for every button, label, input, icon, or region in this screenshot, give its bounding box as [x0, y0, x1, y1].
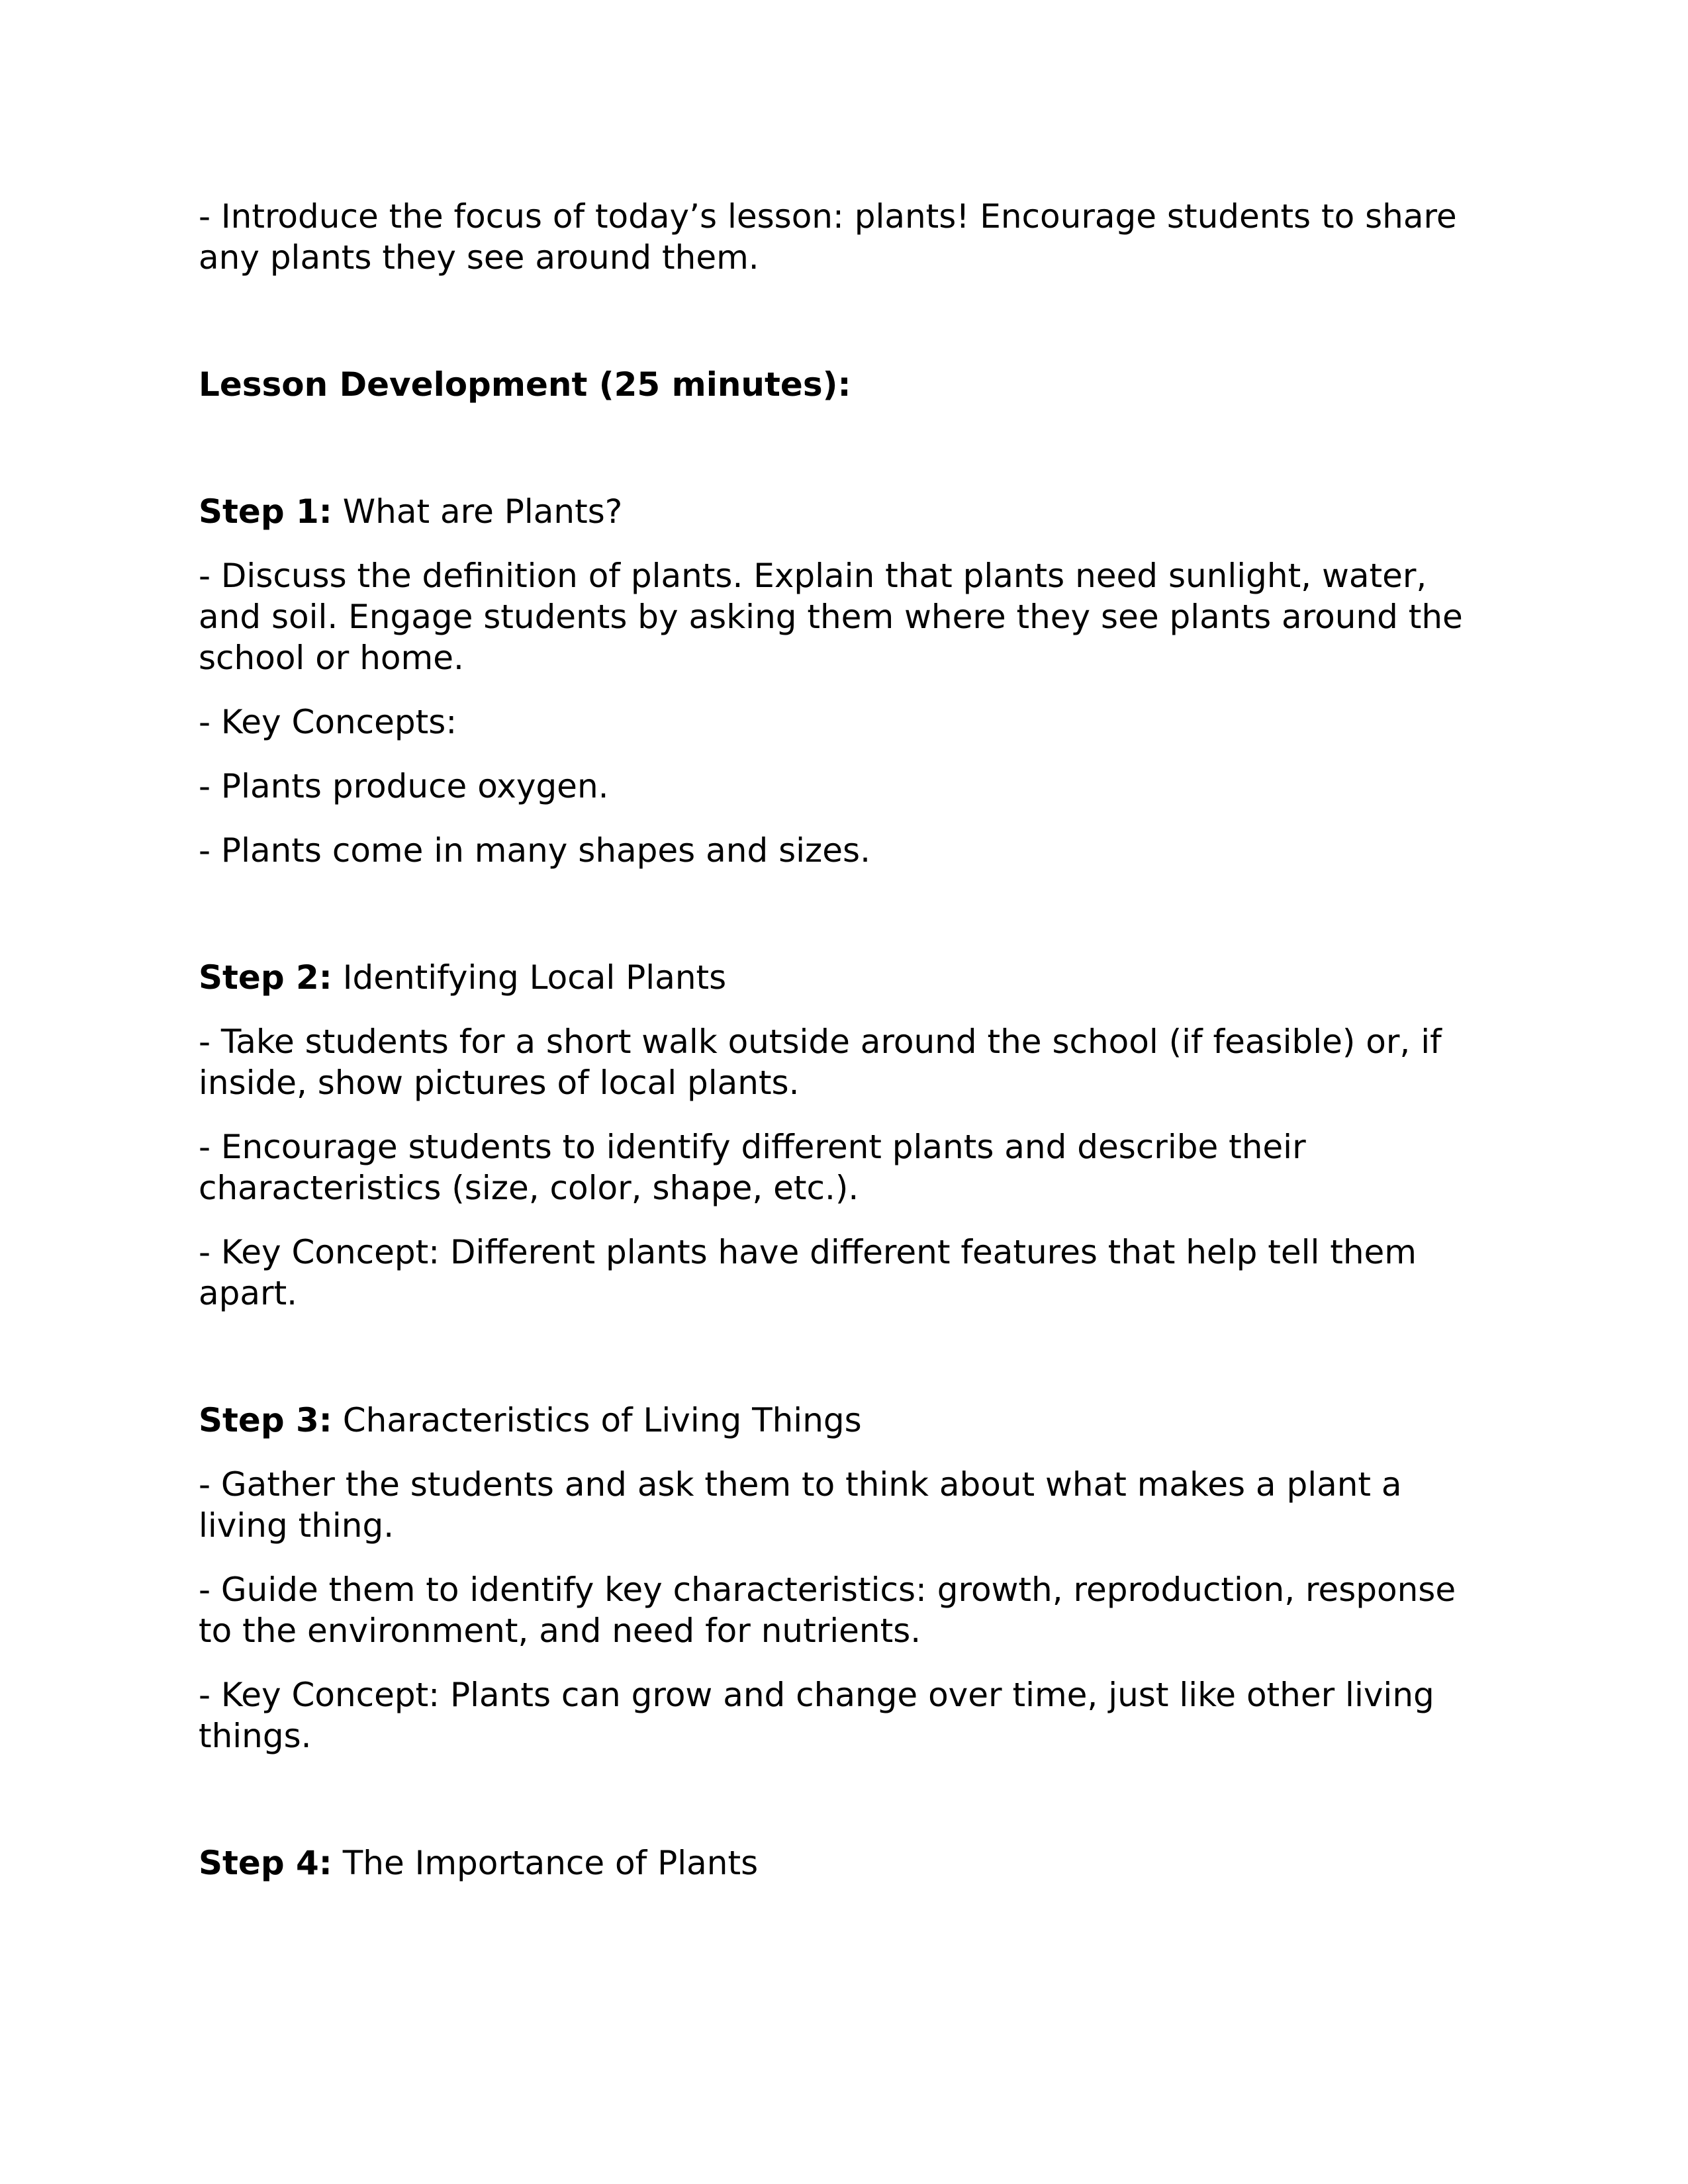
step-3-item: - Gather the students and ask them to think about what makes a plant a living thing. [199, 1465, 1402, 1545]
step-3-item: - Guide them to identify key characteristics: growth, reproduction, response to the environment, and need for nutrients. [199, 1570, 1456, 1650]
step-1-item: - Key Concepts: [199, 703, 457, 741]
step-3-item: - Key Concept: Plants can grow and change over time, just like other living things. [199, 1676, 1434, 1755]
step-4-heading [199, 1843, 1496, 1884]
step-1-label: Step 1: [199, 492, 332, 531]
lesson-development-heading: Lesson Development (25 minutes): [199, 365, 851, 404]
step-1-item: - Plants produce oxygen. [199, 767, 609, 805]
step-2-item: - Take students for a short walk outside around the school (if feasible) or, if inside, show pictures of local plants. [199, 1023, 1442, 1102]
step-3-label: Step 3: [199, 1401, 332, 1439]
intro-paragraph: - Introduce the focus of today’s lesson: plants! Encourage students to share any plants they see around them. [199, 197, 1457, 277]
step-2-item: - Encourage students to identify different plants and describe their characteristics (size, color, shape, etc.). [199, 1128, 1306, 1207]
step-1-item: - Plants come in many shapes and sizes. [199, 831, 870, 870]
step-2-heading [199, 957, 1496, 998]
step-1-item: - Discuss the definition of plants. Explain that plants need sunlight, water, and soil. Engage students by asking them where they see plants around the school or home. [199, 557, 1463, 677]
step-4-title: The Importance of Plants [342, 1844, 759, 1882]
step-3-title: Characteristics of Living Things [342, 1401, 862, 1439]
step-2-item: - Key Concept: Different plants have different features that help tell them apart. [199, 1233, 1417, 1312]
document-page [199, 196, 1496, 1884]
step-2-title: Identifying Local Plants [342, 958, 727, 997]
step-3-heading [199, 1400, 1496, 1441]
step-4-label: Step 4: [199, 1844, 332, 1882]
step-1-heading [199, 491, 1496, 532]
step-1-title: What are Plants? [342, 492, 623, 531]
step-2-label: Step 2: [199, 958, 332, 997]
